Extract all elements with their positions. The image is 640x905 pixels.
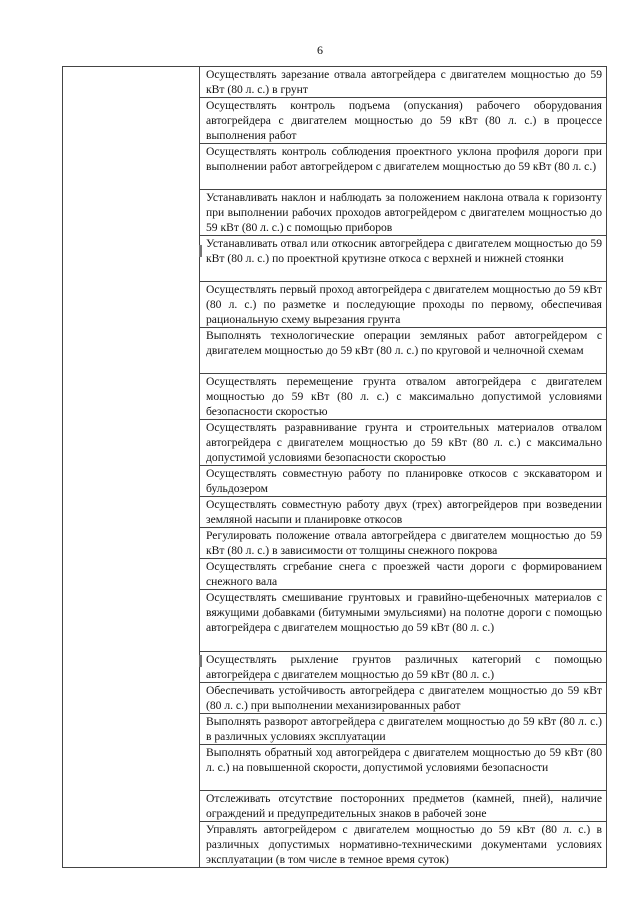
document-table [62, 66, 607, 868]
scan-mark [199, 655, 202, 667]
table-row: Осуществлять совместную работу по планировке откосов с экскаватором и бульдозером [200, 466, 607, 497]
table-row: Отслеживать отсутствие посторонних предметов (камней, пней), наличие ограждений и предупредительных знаков в рабочей зоне [200, 791, 607, 822]
table-row: Выполнять разворот автогрейдера с двигателем мощностью до 59 кВт (80 л. с.) в различных условиях эксплуатации [200, 714, 607, 745]
table-row: Осуществлять сгребание снега с проезжей части дороги с формированием снежного вала [200, 559, 607, 590]
table-row: Обеспечивать устойчивость автогрейдера с двигателем мощностью до 59 кВт (80 л. с.) при выполнении механизированных работ [200, 683, 607, 714]
scan-mark [199, 245, 202, 257]
table-row: Устанавливать отвал или откосник автогрейдера с двигателем мощностью до 59 кВт (80 л. с.) по проектной крутизне откоса с верхней и нижней стоянки [200, 236, 607, 282]
table-row: Управлять автогрейдером с двигателем мощностью до 59 кВт (80 л. с.) в различных допустимых нормативно-техническими документами условиях эксплуатации (в том числе в темное время суток) [200, 822, 607, 868]
table-row: Осуществлять первый проход автогрейдера с двигателем мощностью до 59 кВт (80 л. с.) по разметке и последующие проходы по первому, обеспечивая рациональную схему вырезания грунта [200, 282, 607, 328]
table-row: Выполнять обратный ход автогрейдера с двигателем мощностью до 59 кВт (80 л. с.) на повышенной скорости, допустимой условиями безопасности [200, 745, 607, 791]
table-row: Осуществлять разравнивание грунта и строительных материалов отвалом автогрейдера с двигателем мощностью до 59 кВт (80 л. с.) с максимально допустимой условиями безопасности скоростью [200, 420, 607, 466]
table-row: Устанавливать наклон и наблюдать за положением наклона отвала к горизонту при выполнении рабочих проходов автогрейдером с двигателем мощностью до 59 кВт (80 л. с.) с помощью приборов [200, 190, 607, 236]
table-row: Осуществлять совместную работу двух (трех) автогрейдеров при возведении земляной насыпи и планировке откосов [200, 497, 607, 528]
left-column-cell [63, 67, 200, 868]
table-row: Осуществлять контроль подъема (опускания) рабочего оборудования автогрейдера с двигателем мощностью до 59 кВт (80 л. с.) в процессе выполнения работ [200, 98, 607, 144]
table-row: Осуществлять контроль соблюдения проектного уклона профиля дороги при выполнении работ автогрейдером с двигателем мощностью до 59 кВт (80 л. с.) [200, 144, 607, 190]
table-row: Выполнять технологические операции земляных работ автогрейдером с двигателем мощностью до 59 кВт (80 л. с.) по круговой и челночной схемам [200, 328, 607, 374]
table-row: Регулировать положение отвала автогрейдера с двигателем мощностью до 59 кВт (80 л. с.) в зависимости от толщины снежного покрова [200, 528, 607, 559]
page-number: 6 [317, 43, 323, 57]
table-row: Осуществлять перемещение грунта отвалом автогрейдера с двигателем мощностью до 59 кВт (80 л. с.) с максимально допустимой условиями безопасности скоростью [200, 374, 607, 420]
table-row: Осуществлять рыхление грунтов различных категорий с помощью автогрейдера с двигателем мощностью до 59 кВт (80 л. с.) [200, 652, 607, 683]
table-row: Осуществлять смешивание грунтовых и гравийно-щебеночных материалов с вяжущими добавками (битумными эмульсиями) на полотне дороги с помощью автогрейдера с двигателем мощностью до 59 кВт (80 л. с.) [200, 590, 607, 652]
table-row: Осуществлять зарезание отвала автогрейдера с двигателем мощностью до 59 кВт (80 л. с.) в грунт [200, 67, 607, 98]
